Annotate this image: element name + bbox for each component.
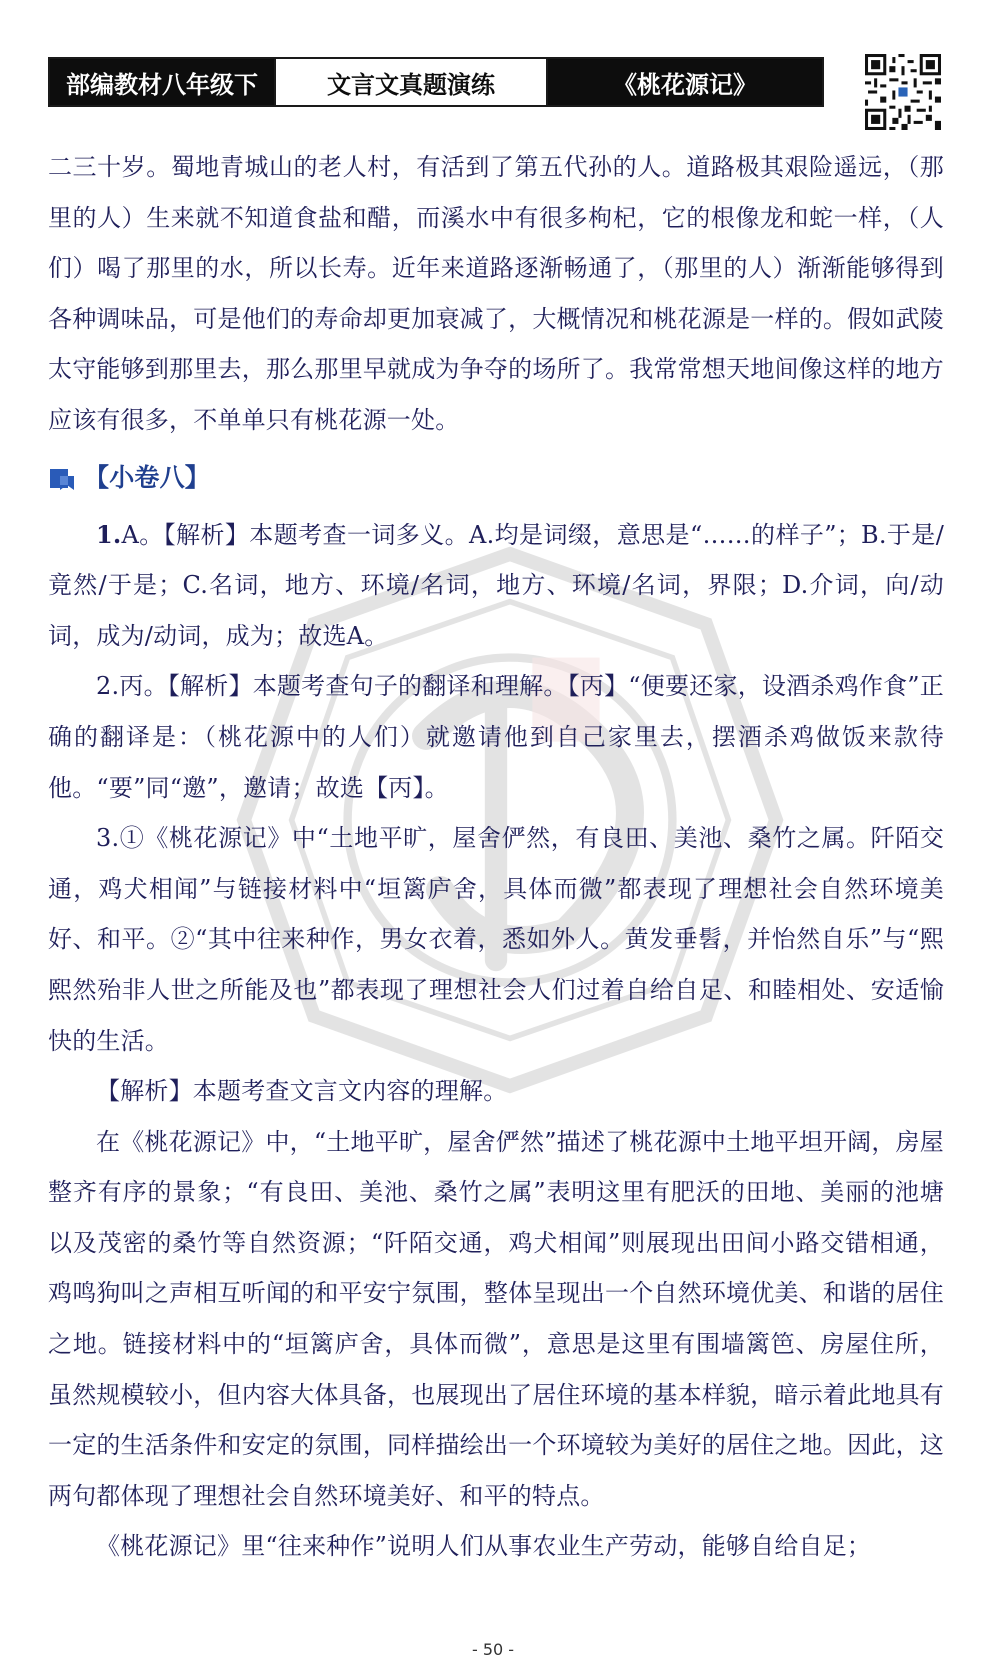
header-grade-label: 部编教材八年级下 <box>50 59 274 105</box>
section-heading <box>48 452 944 506</box>
analysis-paragraph: 在《桃花源记》中，“土地平旷，屋舍俨然”描述了桃花源中土地平坦开阔，房屋整齐有序的景象；“有良田、美池、桑竹之属”表明这里有肥沃的田地、美丽的池塘以及茂密的桑竹等自然资源；“阡陌交通，鸡犬相闻”则展现出田间小路交错相通，鸡鸣狗叫之声相互听闻的和平安宁氛围，整体呈现出一个自然环境优美、和谐的居住之地。链接材料中的“垣篱庐舍，具体而微”，意思是这里有围墙篱笆、房屋住所，虽然规模较小，但内容大体具备，也展现出了居住环境的基本样貌，暗示着此地具有一定的生活条件和安定的氛围，同样描绘出一个环境较为美好的居住之地。因此，这两句都体现了理想社会自然环境美好、和平的特点。 <box>48 1127 944 1510</box>
answer-number: 1. <box>96 519 122 549</box>
answer-number: 3. <box>96 824 120 853</box>
qr-code-icon <box>865 54 941 130</box>
page-number: - 50 - <box>471 1640 515 1659</box>
header-lesson-title: 《桃花源记》 <box>548 59 822 105</box>
page-header <box>48 57 824 107</box>
analysis-paragraph: 《桃花源记》里“往来种作”说明人们从事农业生产劳动，能够自给自足； <box>96 1532 872 1561</box>
analysis-heading: 【解析】本题考查文言文内容的理解。 <box>96 1077 508 1106</box>
bookmark-flag-icon <box>48 466 76 492</box>
document-body <box>48 142 944 1572</box>
answer-item <box>48 813 944 1066</box>
answer-text: A。【解析】本题考查一词多义。A.均是词缀，意思是“……的样子”；B.于是/竟然/于是；C.名词，地方、环境/名词，地方、环境/名词，界限；D.介词，向/动词，成为/动词，成为；故选A。 <box>48 520 944 650</box>
answer-item <box>48 661 944 813</box>
answer-number: 2. <box>96 672 120 701</box>
section-title: 【小卷八】 <box>84 463 211 493</box>
answer-item <box>48 510 944 662</box>
answer-text: 丙。【解析】本题考查句子的翻译和理解。【丙】“便要还家，设酒杀鸡作食”正确的翻译是：（桃花源中的人们）就邀请他到自己家里去，摆酒杀鸡做饭来款待他。“要”同“邀”，邀请；故选【丙】。 <box>48 672 944 802</box>
paragraph-continued: 二三十岁。蜀地青城山的老人村，有活到了第五代孙的人。道路极其艰险遥远，（那里的人）生来就不知道食盐和醋，而溪水中有很多枸杞，它的根像龙和蛇一样，（人们）喝了那里的水，所以长寿。近年来道路逐渐畅通了，（那里的人）渐渐能够得到各种调味品，可是他们的寿命却更加衰减了，大概情况和桃花源是一样的。假如武陵太守能够到那里去，那么那里早就成为争夺的场所了。我常常想天地间像这样的地方应该有很多，不单单只有桃花源一处。 <box>48 153 944 434</box>
answer-text: ①《桃花源记》中“土地平旷，屋舍俨然，有良田、美池、桑竹之属。阡陌交通，鸡犬相闻”与链接材料中“垣篱庐舍，具体而微”都表现了理想社会自然环境美好、和平。②“其中往来种作，男女衣着，悉如外人。黄发垂髫，并怡然自乐”与“熙熙然殆非人世之所能及也”都表现了理想社会人们过着自给自足、和睦相处、安适愉快的生活。 <box>48 824 944 1055</box>
header-section-title: 文言文真题演练 <box>274 59 548 105</box>
